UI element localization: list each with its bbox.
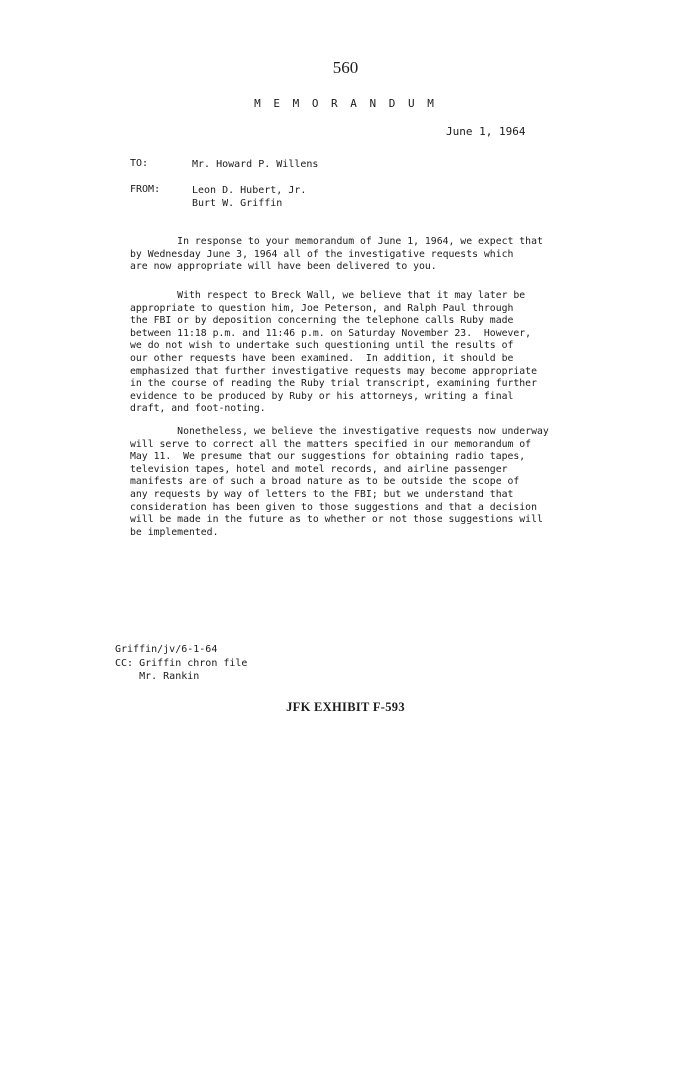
memo-footer	[115, 643, 247, 684]
paragraph-1	[130, 236, 570, 274]
paragraph-line: be implemented.	[130, 526, 219, 538]
paragraph-line: evidence to be produced by Ruby or his attorneys, writing a final	[130, 390, 514, 402]
paragraph-line: will be made in the future as to whether or not those suggestions will	[130, 514, 543, 526]
page-number: 560	[332, 58, 359, 77]
paragraph-line: consideration has been given to those suggestions and that a decision	[130, 501, 537, 513]
memo-date: June 1, 1964	[446, 125, 526, 138]
to-label: TO:	[130, 158, 149, 169]
paragraph-line: Nonetheless, we believe the investigative requests now underway	[130, 426, 549, 437]
paragraph-line: by Wednesday June 3, 1964 all of the investigative requests which	[130, 248, 514, 260]
paragraph-line: will serve to correct all the matters specified in our memorandum of	[130, 438, 532, 450]
paragraph-line: in the course of reading the Ruby trial transcript, examining further	[130, 378, 537, 390]
from-name-1: Leon D. Hubert, Jr.	[192, 185, 307, 196]
paragraph-line: are now appropriate will have been delivered to you.	[130, 261, 437, 273]
paragraph-3	[130, 426, 570, 539]
paragraph-line: the FBI or by deposition concerning the telephone calls Ruby made	[130, 315, 514, 327]
exhibit-label: JFK EXHIBIT F-593	[286, 700, 405, 714]
paragraph-2	[130, 290, 570, 416]
paragraph-line: manifests are of such a broad nature as to be outside the scope of	[130, 476, 520, 488]
footer-cc: CC: Griffin chron file	[115, 657, 248, 669]
from-name-2: Burt W. Griffin	[192, 198, 283, 209]
paragraph-line: In response to your memorandum of June 1, 1964, we expect that	[130, 236, 543, 247]
footer-cc-recipient: Mr. Rankin	[115, 671, 200, 682]
memo-heading: M E M O R A N D U M	[254, 97, 437, 110]
footer-initials: Griffin/jv/6-1-64	[115, 644, 218, 655]
paragraph-line: With respect to Breck Wall, we believe that it may later be	[130, 290, 526, 301]
paragraph-line: we do not wish to undertake such questioning until the results of	[130, 340, 514, 352]
paragraph-line: May 11. We presume that our suggestions for obtaining radio tapes,	[130, 451, 526, 463]
paragraph-line: emphasized that further investigative requests may become appropriate	[130, 365, 537, 377]
to-name: Mr. Howard P. Willens	[192, 159, 319, 170]
paragraph-line: appropriate to question him, Joe Peterson, and Ralph Paul through	[130, 302, 514, 314]
paragraph-line: our other requests have been examined. In addition, it should be	[130, 352, 514, 364]
paragraph-line: draft, and foot-noting.	[130, 403, 266, 415]
paragraph-line: television tapes, hotel and motel records, and airline passenger	[130, 463, 508, 475]
from-label: FROM:	[130, 184, 161, 195]
paragraph-line: between 11:18 p.m. and 11:46 p.m. on Saturday November 23. However,	[130, 327, 532, 339]
paragraph-line: any requests by way of letters to the FBI; but we understand that	[130, 488, 514, 500]
